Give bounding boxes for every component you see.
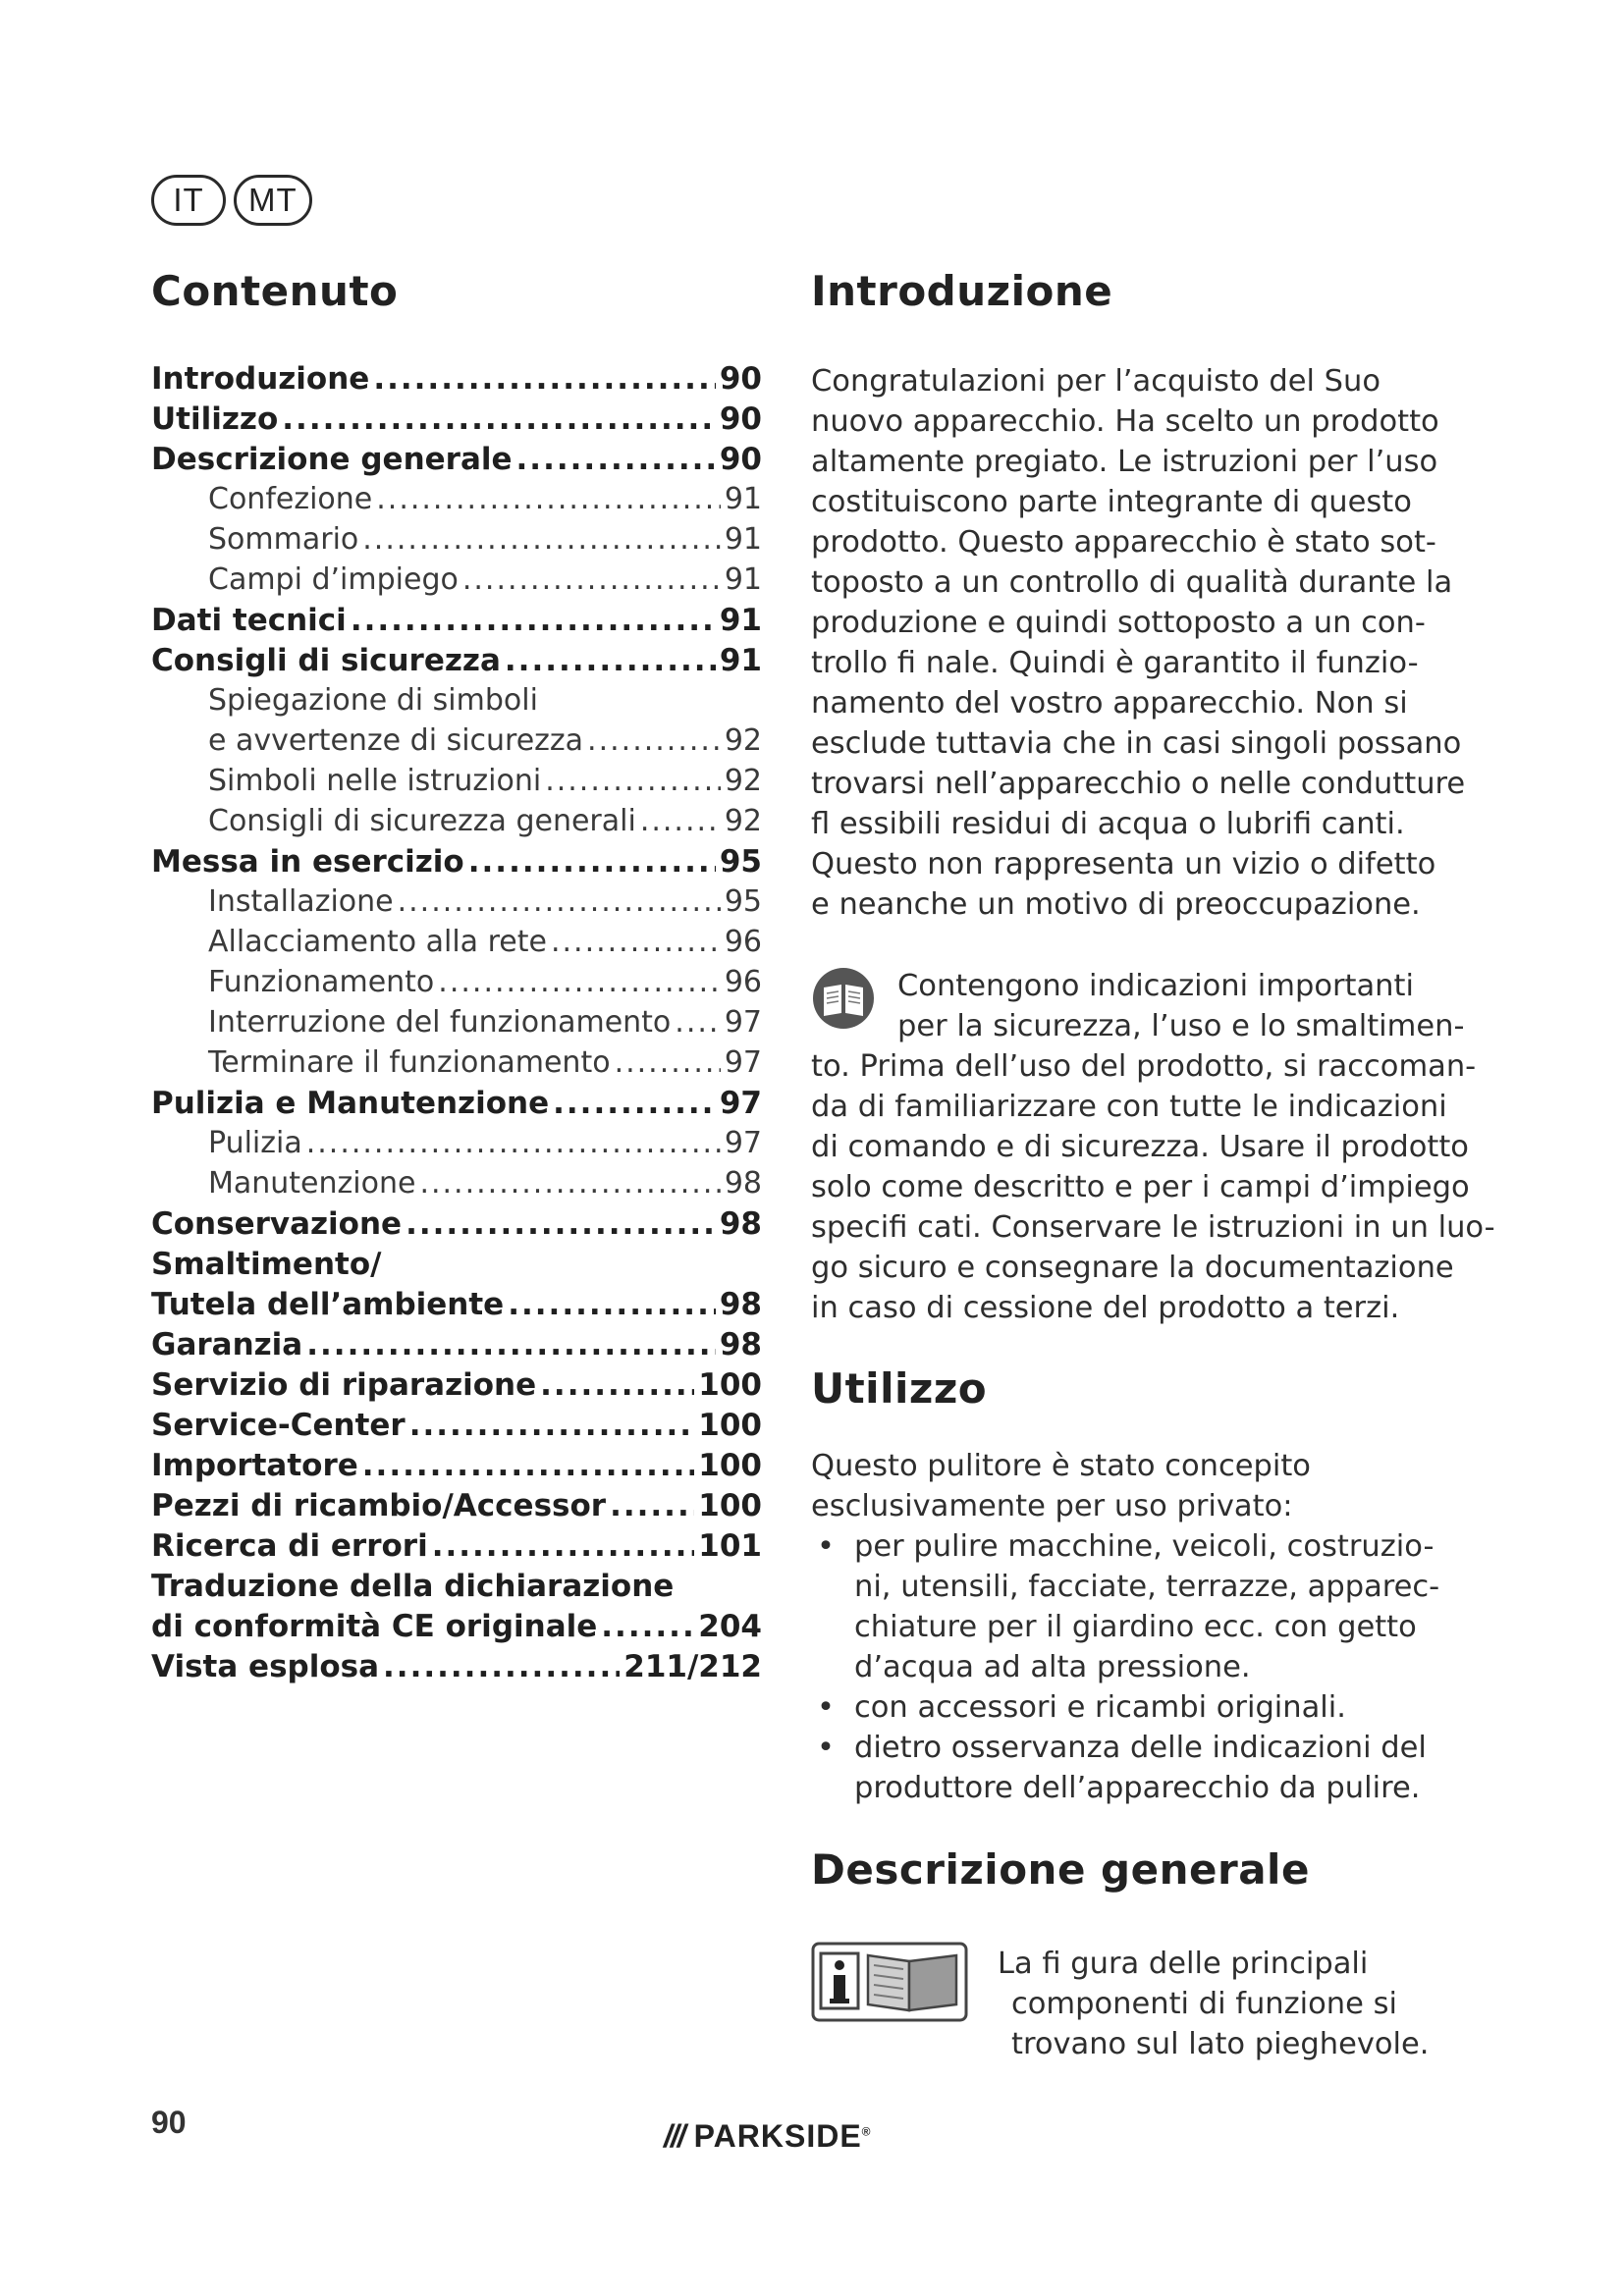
toc-leader-dots [282,401,716,437]
toc-leader-dots [351,603,716,638]
toc-entry [151,965,762,1005]
toc-entry-page: 97 [724,1005,762,1040]
brand-slashes: /// [664,2118,684,2154]
toc-entry-title: Simboli nelle istruzioni [208,764,542,798]
safety-note-paragraph [811,966,1495,1328]
toc-entry-page: 90 [719,361,762,397]
toc-entry-page: 96 [724,925,762,959]
toc-entry-page: 97 [724,1126,762,1160]
toc-leader-dots [545,764,721,798]
toc-entry-title: Allacciamento alla rete [208,925,547,959]
toc-entry [151,1367,762,1408]
toc-entry [151,1086,762,1126]
text-line: go sicuro e consegnare la documentazione [811,1251,1454,1285]
toc-entry-title: Pezzi di ricambio/Accessor [151,1488,607,1523]
text-line: • con accessori e ricambi originali. [854,1690,1346,1725]
text-line: per la sicurezza, l’uso e lo smaltimen- [897,1009,1465,1043]
toc-entry [151,884,762,925]
page-number: 90 [151,2105,187,2140]
toc-entry-page: 91 [719,603,762,638]
toc-entry-page: 98 [724,1166,762,1201]
toc-entry-title: Dati tecnici [151,603,347,638]
toc-entry-page: 92 [724,764,762,798]
toc-entry-title: Servizio di riparazione [151,1367,537,1403]
bullet-item [811,1728,1439,1808]
toc-entry-title: Importatore [151,1448,358,1483]
toc-entry-page: 98 [719,1206,762,1242]
toc-entry [151,925,762,965]
toc-leader-dots [306,1327,716,1362]
toc-leader-dots [553,1086,716,1121]
brand-name: PARKSIDE [693,2118,862,2154]
toc-leader-dots [462,562,721,597]
text-line: solo come descritto e per i campi d’impiego [811,1170,1470,1204]
toc-entry [151,1448,762,1488]
toc-entry [151,603,762,643]
toc-entry-title: Pulizia e Manutenzione [151,1086,550,1121]
toc-entry [151,1206,762,1247]
toc-entry-page: 95 [724,884,762,919]
text-line: fl essibili residui di acqua o lubrifi canti. [811,807,1405,841]
toc-leader-dots [362,1448,695,1483]
utilizzo-heading: Utilizzo [811,1364,988,1413]
foldout-info-icon [811,1942,968,2022]
toc-entry-title: Consigli di sicurezza generali [208,804,636,838]
toc-entry-page: 211/212 [623,1649,762,1684]
toc-leader-dots [516,442,716,477]
toc-leader-dots [540,1367,694,1403]
toc-entry-page: 91 [719,643,762,678]
toc-leader-dots [306,1126,721,1160]
toc-entry-page: 91 [724,562,762,597]
toc-entry-page: 98 [719,1327,762,1362]
toc-entry-title: Pulizia [208,1126,302,1160]
toc-entry-page: 90 [719,442,762,477]
text-line: • dietro osservanza delle indicazioni del [854,1731,1427,1765]
toc-entry-title: Messa in esercizio [151,844,464,880]
table-of-contents [151,361,762,1689]
text-line: trovarsi nell’apparecchio o nelle condutture [811,767,1466,801]
text-line: Questo non rappresenta un vizio o difetto [811,847,1436,881]
toc-leader-dots [468,844,716,880]
toc-entry-page: 91 [724,522,762,557]
toc-entry-title: di conformità CE originale [151,1609,598,1644]
utilizzo-paragraph [811,1446,1439,1526]
toc-entry-page: 100 [698,1488,762,1523]
toc-entry [151,1488,762,1528]
text-line: da di familiarizzare con tutte le indicazioni [811,1090,1447,1124]
text-line: prodotto. Questo apparecchio è stato sot- [811,525,1436,560]
toc-leader-dots [376,482,721,516]
text-line: toposto a un controllo di qualità durante la [811,565,1453,600]
language-badges [151,175,312,226]
text-line: • per pulire macchine, veicoli, costruzio- [854,1529,1435,1564]
descrizione-paragraph [998,1944,1449,2064]
toc-leader-dots [640,804,721,838]
toc-entry [151,1045,762,1086]
introduzione-heading: Introduzione [811,267,1113,315]
toc-entry-title: Funzionamento [208,965,435,999]
toc-leader-dots [438,965,721,999]
toc-entry [151,1408,762,1448]
toc-entry [151,1005,762,1045]
text-line: chiature per il giardino ecc. con getto [854,1610,1417,1644]
text-line: componenti di funzione si [1011,1987,1397,2021]
descrizione-heading: Descrizione generale [811,1845,1310,1894]
toc-entry-title: Service-Center [151,1408,406,1443]
toc-entry [151,1327,762,1367]
toc-entry-title: Vista esplosa [151,1649,380,1684]
text-line: produttore dell’apparecchio da pulire. [854,1771,1421,1805]
toc-entry [151,522,762,562]
text-line: namento del vostro apparecchio. Non si [811,686,1408,721]
text-line: nuovo apparecchio. Ha scelto un prodotto [811,404,1439,439]
toc-entry-title: Campi d’impiego [208,562,459,597]
toc-entry-page: 100 [698,1448,762,1483]
text-line: Questo pulitore è stato concepito [811,1449,1311,1483]
bullet-item [811,1526,1439,1687]
toc-entry [151,804,762,844]
text-line: ni, utensili, facciate, terrazze, apparec- [854,1570,1440,1604]
toc-entry-page: 100 [698,1367,762,1403]
toc-entry-page: 92 [724,804,762,838]
toc-entry-page: 97 [719,1086,762,1121]
toc-entry [151,361,762,401]
toc-entry-title: e avvertenze di sicurezza [208,723,584,758]
toc-entry-page: 91 [724,482,762,516]
brand-trademark: ® [861,2124,872,2139]
toc-entry-title: Descrizione generale [151,442,513,477]
toc-entry-title: Utilizzo [151,401,279,437]
toc-entry [151,764,762,804]
toc-entry [151,1166,762,1206]
text-line: esclude tuttavia che in casi singoli possano [811,726,1462,761]
toc-leader-dots [615,1045,721,1080]
toc-entry [151,482,762,522]
toc-entry [151,1528,762,1569]
toc-entry-title: Sommario [208,522,359,557]
toc-entry-page: 90 [719,401,762,437]
toc-entry-title: Conservazione [151,1206,403,1242]
toc-entry-title: Manutenzione [208,1166,416,1201]
text-line: di comando e di sicurezza. Usare il prodotto [811,1130,1469,1164]
introduzione-paragraph [811,361,1466,925]
text-line: trovano sul lato pieghevole. [1011,2027,1430,2061]
toc-entry [151,844,762,884]
toc-leader-dots [398,884,721,919]
toc-leader-dots [551,925,721,959]
text-line: d’acqua ad alta pressione. [854,1650,1251,1684]
toc-entry [151,562,762,603]
text-line: La fi gura delle principali [998,1947,1369,1981]
toc-entry-page: 97 [724,1045,762,1080]
toc-entry [151,401,762,442]
toc-leader-dots [373,361,716,397]
toc-leader-dots [419,1166,720,1201]
toc-entry [151,1609,762,1649]
toc-entry-page: 101 [698,1528,762,1564]
toc-entry-page: 96 [724,965,762,999]
toc-entry-page: 92 [724,723,762,758]
toc-entry-page: 95 [719,844,762,880]
toc-entry-title: Introduzione [151,361,370,397]
text-line: produzione e quindi sottoposto a un con- [811,606,1426,640]
toc-entry [151,1649,762,1689]
toc-entry-title: Interruzione del funzionamento [208,1005,672,1040]
text-line: in caso di cessione del prodotto a terzi. [811,1291,1400,1325]
toc-entry-title: Terminare il funzionamento [208,1045,611,1080]
bullet-item [811,1687,1439,1728]
text-line: Contengono indicazioni importanti [897,969,1414,1003]
text-line: costituiscono parte integrante di questo [811,485,1412,519]
toc-entry-page: 100 [698,1408,762,1443]
toc-entry-page: 98 [719,1287,762,1322]
utilizzo-bullet-list [811,1526,1439,1808]
toc-leader-dots [587,723,721,758]
brand-logo [664,2118,872,2155]
language-badge-it: IT [151,175,226,226]
toc-entry [151,442,762,482]
toc-leader-dots [409,1408,695,1443]
toc-entry [151,1287,762,1327]
toc-entry [151,723,762,764]
toc-leader-dots [610,1488,694,1523]
toc-entry-title: Spiegazione di simboli [208,683,538,718]
toc-entry-title: Smaltimento/ [151,1247,382,1282]
text-line: trollo fi nale. Quindi è garantito il funzio- [811,646,1419,680]
text-line: Congratulazioni per l’acquisto del Suo [811,364,1380,399]
text-line: specifi cati. Conservare le istruzioni in un luo- [811,1210,1495,1245]
toc-entry [151,1569,762,1609]
toc-entry-title: Confezione [208,482,373,516]
toc-entry-title: Tutela dell’ambiente [151,1287,505,1322]
toc-leader-dots [406,1206,716,1242]
text-line: altamente pregiato. Le istruzioni per l’uso [811,445,1438,479]
toc-entry-page: 204 [698,1609,762,1644]
toc-leader-dots [383,1649,620,1684]
toc-entry [151,1126,762,1166]
toc-entry-title: Traduzione della dichiarazione [151,1569,675,1604]
toc-entry-title: Installazione [208,884,394,919]
toc-entry [151,683,762,723]
toc-entry-title: Consigli di sicurezza [151,643,501,678]
toc-entry-title: Ricerca di errori [151,1528,428,1564]
toc-leader-dots [508,1287,716,1322]
language-badge-mt: MT [234,175,312,226]
text-line: to. Prima dell’uso del prodotto, si raccoman- [811,1049,1477,1084]
toc-leader-dots [362,522,721,557]
toc-leader-dots [601,1609,694,1644]
text-line: esclusivamente per uso privato: [811,1489,1293,1523]
toc-heading: Contenuto [151,267,399,315]
toc-entry-title: Garanzia [151,1327,303,1362]
toc-leader-dots [432,1528,695,1564]
toc-entry [151,1247,762,1287]
toc-entry [151,643,762,683]
text-line: e neanche un motivo di preoccupazione. [811,887,1421,922]
toc-leader-dots [505,643,716,678]
toc-leader-dots [675,1005,721,1040]
